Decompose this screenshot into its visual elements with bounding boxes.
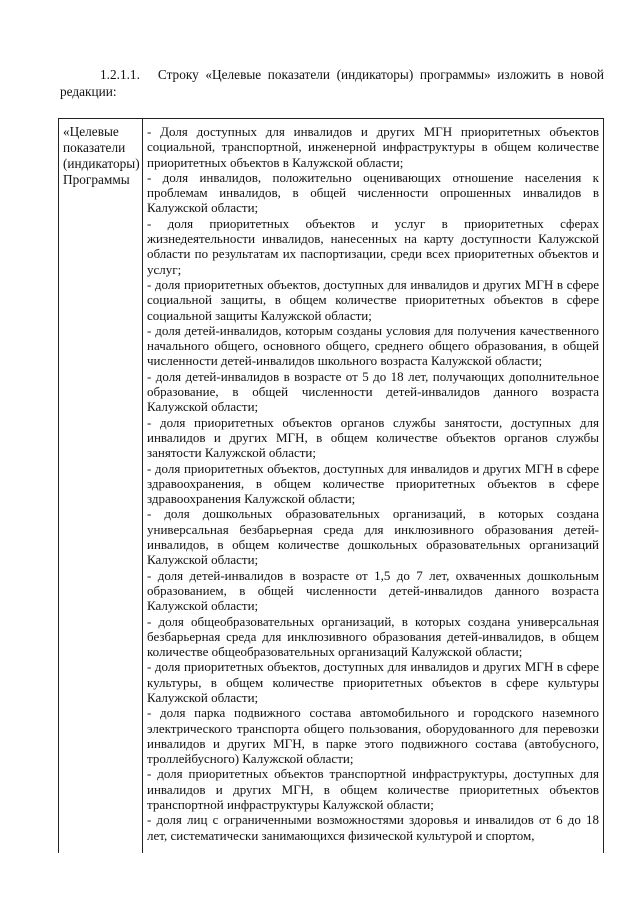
indicator-item: - доля дошкольных образовательных организаций, в которых создана универсальная безбарьерная среда для инклюзивного образования детей-инвалидов, в общем количестве дошкольных образовательных организаций Калужской области; — [147, 506, 599, 568]
indicator-item: - доля приоритетных объектов органов службы занятости, доступных для инвалидов и других МГН, в общем количестве объектов органов службы занятости Калужской области; — [147, 414, 599, 461]
label-line: (индикаторы) — [63, 156, 140, 171]
label-line: «Целевые — [63, 124, 119, 139]
intro-text: Строку «Целевые показатели (индикаторы) программы» изложить в новой редакции: — [60, 67, 604, 99]
indicator-item: - доля инвалидов, положительно оценивающих отношение населения к проблемам инвалидов, в общей численности опрошенных инвалидов в Калужской области; — [147, 169, 599, 216]
indicator-item: - доля приоритетных объектов и услуг в приоритетных сферах жизнедеятельности инвалидов, нанесенных на карту доступности Калужской области по результатам их паспортизации, среди всех приоритетных объектов и услуг; — [147, 215, 599, 277]
section-number: 1.2.1.1. — [100, 67, 140, 82]
indicator-item: - доля приоритетных объектов, доступных для инвалидов и других МГН в сфере здравоохранения, в общем количестве приоритетных объектов в сфере здравоохранения Калужской области; — [147, 460, 599, 507]
indicator-item: - доля детей-инвалидов, которым созданы условия для получения качественного начального общего, основного общего, среднего общего образования, в общей численности детей-инвалидов школьного возраста Калужской области; — [147, 322, 599, 369]
indicators-table — [58, 118, 604, 853]
indicator-item: - доля детей-инвалидов в возрасте от 1,5 до 7 лет, охваченных дошкольным образованием, в общей численности детей-инвалидов данного возраста Калужской области; — [147, 567, 599, 614]
label-line: показатели — [63, 140, 126, 155]
indicator-item: - доля приоритетных объектов, доступных для инвалидов и других МГН в сфере социальной защиты, в общем количестве приоритетных объектов в сфере социальной защиты Калужской области; — [147, 276, 599, 323]
label-cell — [59, 119, 143, 853]
indicator-item: - доля приоритетных объектов, доступных для инвалидов и других МГН в сфере культуры, в общем количестве приоритетных объектов в сфере культуры Калужской области; — [147, 659, 599, 705]
intro-paragraph — [60, 66, 604, 100]
indicator-item: - Доля доступных для инвалидов и других МГН приоритетных объектов социальной, транспортной, инженерной инфраструктуры в общем количестве приоритетных объектов в Калужской области; — [147, 124, 599, 170]
indicator-item: - доля лиц с ограниченными возможностями здоровья и инвалидов от 6 до 18 лет, систематически занимающихся физической культурой и спортом, — [147, 812, 599, 843]
indicator-item: - доля парка подвижного состава автомобильного и городского наземного электрического транспорта общего пользования, оборудованного для перевозки инвалидов и других МГН, в парке этого подвижного состава (автобусного, троллейбусного) Калужской области; — [147, 705, 599, 767]
indicator-item: - доля детей-инвалидов в возрасте от 5 до 18 лет, получающих дополнительное образование, в общей численности детей-инвалидов данного возраста Калужской области; — [147, 368, 599, 415]
indicator-item: - доля приоритетных объектов транспортной инфраструктуры, доступных для инвалидов и других МГН, в общем количестве приоритетных объектов транспортной инфраструктуры Калужской области; — [147, 766, 599, 813]
indicators-cell — [143, 119, 603, 843]
indicator-item: - доля общеобразовательных организаций, в которых создана универсальная безбарьерная среда для инклюзивного образования детей-инвалидов, в общем количестве общеобразовательных организаций Калужской области; — [147, 613, 599, 660]
label-line: Программы — [63, 172, 130, 187]
